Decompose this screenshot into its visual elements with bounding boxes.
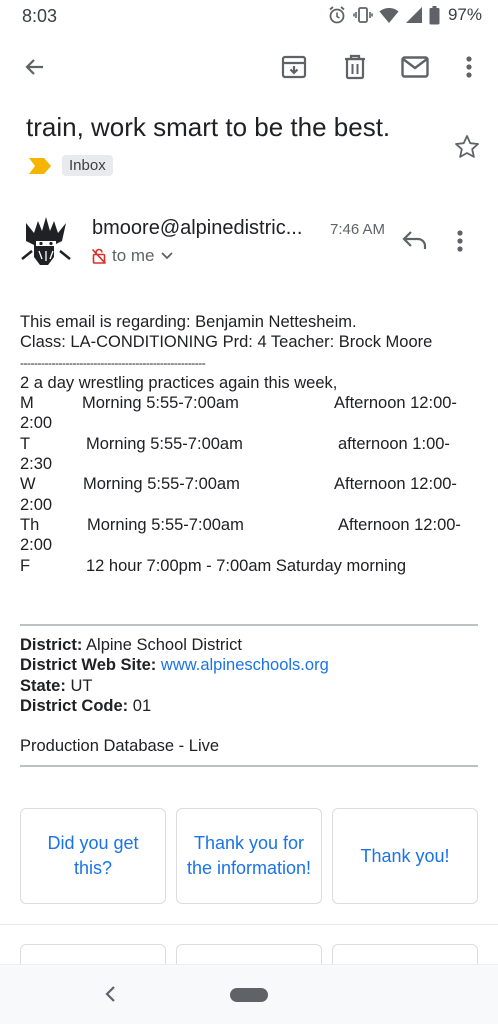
schedule-afternoon-end: 2:00 [20, 414, 53, 433]
smart-replies [20, 808, 478, 904]
sender-time: 7:46 AM [330, 221, 386, 238]
schedule-afternoon: Afternoon 12:00- [334, 475, 457, 494]
code-row [20, 696, 480, 716]
recipient-text: to me [112, 246, 155, 265]
status-bar [0, 0, 498, 34]
schedule-morning: Morning 5:55-7:00am [83, 475, 240, 494]
schedule-row-wednesday [20, 474, 480, 515]
battery-percent: 97% [447, 5, 482, 24]
schedule-morning: Morning 5:55-7:00am [86, 434, 243, 453]
more-vert-icon [465, 55, 473, 79]
star-button[interactable] [454, 134, 480, 165]
schedule-row-friday [20, 556, 480, 576]
schedule-afternoon-end: 2:00 [20, 536, 53, 555]
no-encryption-icon [92, 248, 106, 264]
vibrate-icon [353, 5, 373, 25]
email-toolbar [0, 44, 498, 88]
divider-bottom-body [20, 765, 478, 767]
code-value: 01 [132, 696, 152, 715]
archive-button[interactable] [279, 52, 309, 82]
schedule-row-monday [20, 393, 480, 434]
website-link[interactable]: www.alpineschools.org [160, 656, 329, 675]
signal-icon [405, 6, 423, 24]
section-divider [0, 924, 498, 925]
status-icons [327, 5, 482, 25]
message-more-button[interactable] [456, 229, 486, 259]
smart-reply-button[interactable]: Did you get this? [20, 808, 166, 904]
schedule-afternoon-end: 2:30 [20, 455, 53, 474]
district-info [20, 635, 480, 716]
schedule-day: M [20, 394, 34, 413]
smart-reply-button[interactable]: Thank you! [332, 808, 478, 904]
district-row [20, 635, 480, 655]
archive-icon [281, 54, 307, 80]
website-label: District Web Site: [20, 656, 157, 675]
back-button[interactable] [20, 52, 50, 82]
more-options-button[interactable] [454, 52, 484, 82]
recipient-details-toggle[interactable] [92, 246, 173, 266]
divider-top [20, 624, 478, 626]
schedule-morning: Morning 5:55-7:00am [82, 394, 239, 413]
body-line-regarding: This email is regarding: Benjamin Nettesheim. [20, 313, 357, 331]
schedule-afternoon: Afternoon 12:00- [338, 515, 461, 534]
district-value: Alpine School District [86, 636, 242, 654]
nav-home-pill[interactable] [230, 988, 268, 1002]
delete-button[interactable] [340, 52, 370, 82]
schedule-morning: Morning 5:55-7:00am [87, 515, 244, 534]
state-value: UT [70, 676, 93, 695]
nav-back-icon[interactable] [100, 983, 122, 1005]
mark-unread-button[interactable] [400, 52, 430, 82]
body-line-class: Class: LA-CONDITIONING Prd: 4 Teacher: Brock Moore [20, 333, 433, 352]
body-intro: 2 a day wrestling practices again this week, [20, 373, 338, 392]
sender-avatar[interactable] [20, 215, 72, 267]
reply-icon [402, 229, 428, 251]
wifi-icon [379, 6, 399, 24]
smart-reply-button[interactable]: Thank you for the information! [176, 808, 322, 904]
district-label: District: [20, 636, 83, 654]
sender-header [0, 215, 498, 275]
mail-icon [401, 56, 429, 78]
state-row [20, 676, 480, 696]
importance-marker-icon[interactable] [28, 156, 52, 176]
sender-address[interactable]: bmoore@alpinedistric... [92, 217, 303, 239]
schedule-afternoon: afternoon 1:00- [338, 434, 450, 453]
code-label: District Code: [20, 696, 129, 715]
schedule-day: W [20, 475, 36, 494]
body-separator: ----------------------------------------------------- [20, 355, 206, 370]
reply-button[interactable] [402, 229, 432, 259]
schedule-day: Th [20, 515, 40, 534]
schedule-row-thursday [20, 515, 480, 556]
label-row [28, 155, 113, 176]
schedule-afternoon: Afternoon 12:00- [334, 394, 457, 413]
email-subject: train, work smart to be the best. [26, 112, 391, 142]
status-time: 8:03 [22, 6, 58, 26]
system-navigation-bar [0, 964, 498, 1024]
state-label: State: [20, 676, 66, 695]
email-body [20, 312, 480, 576]
arrow-back-icon [23, 55, 47, 79]
trash-icon [343, 54, 367, 80]
more-vert-icon [456, 229, 464, 253]
schedule-afternoon-end: 2:00 [20, 495, 53, 514]
schedule-day: T [20, 434, 31, 453]
inbox-label-chip[interactable]: Inbox [62, 155, 113, 176]
production-database-text: Production Database - Live [20, 737, 220, 755]
alarm-icon [327, 5, 347, 25]
star-outline-icon [454, 134, 480, 160]
schedule-friday-desc: 12 hour 7:00pm - 7:00am Saturday morning [86, 556, 407, 575]
chevron-down-icon [161, 252, 173, 260]
battery-icon [429, 6, 440, 25]
schedule-day: F [20, 556, 31, 575]
website-row [20, 655, 480, 675]
schedule-row-tuesday [20, 434, 480, 475]
